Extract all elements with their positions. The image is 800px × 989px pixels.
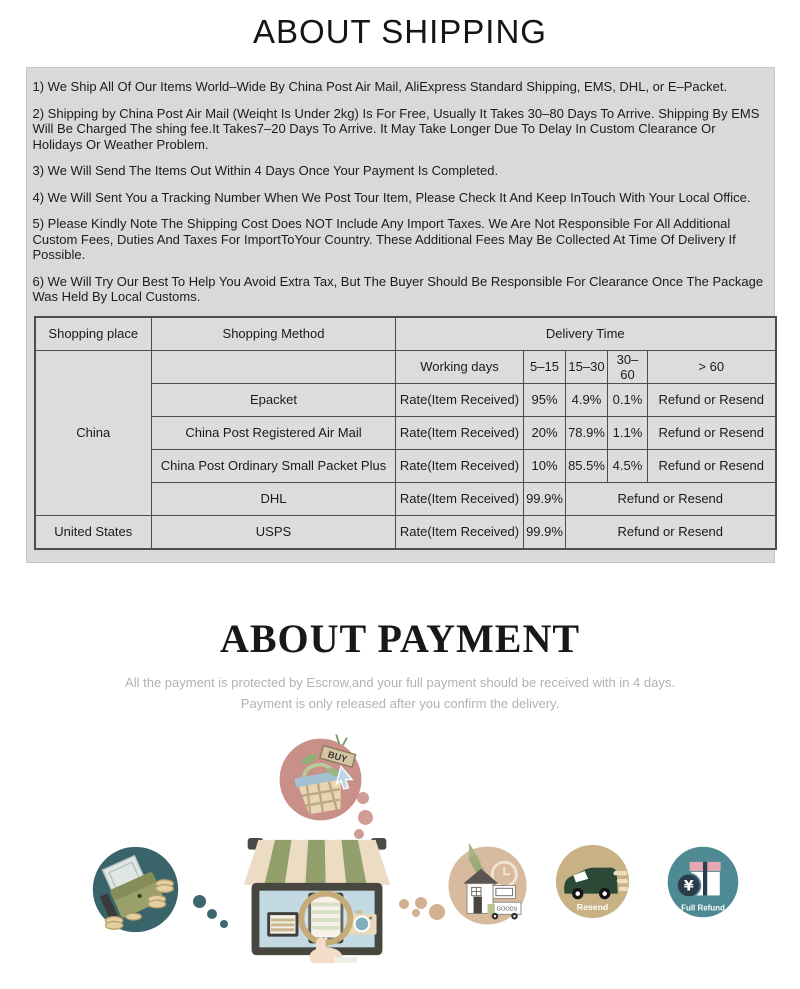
cell-method: DHL (152, 482, 396, 515)
cell-rate: 99.9% (524, 482, 566, 515)
buy-basket-icon (274, 733, 367, 826)
cell-working-days: Working days (396, 350, 524, 383)
payment-subtitle (0, 672, 800, 714)
shipping-note-2: 2) Shipping by China Post Air Mail (Weiqht Is Under 2kg) Is For Free, Usually It Takes 30–80 Days To Arrive. Shipping By EMS Will Be Charged The shing fee.It Takes7–20 Days To Arrive. It May Take Longer Due To Delay In Custom Clearance Or Holidays Or Weather Problem. (32, 105, 760, 152)
cell-method: China Post Registered Air Mail (152, 416, 396, 449)
cell-rate: 95% (524, 383, 566, 416)
col-header-delivery-time: Delivery Time (396, 317, 776, 351)
delivery-time-table (34, 316, 777, 550)
cell-rate: 4.5% (608, 449, 648, 482)
yen-symbol: ¥ (683, 877, 694, 894)
resend-truck-icon (549, 838, 636, 925)
cell-range-30-60: 30–60 (608, 350, 648, 383)
cell-method: USPS (152, 515, 396, 549)
cell-method: Epacket (152, 383, 396, 416)
shipping-title: ABOUT SHIPPING (253, 13, 547, 50)
shipping-note-1: 1) We Ship All Of Our Items World–Wide By China Post Air Mail, AliExpress Standard Shipping, EMS, DHL, or E–Packet. (32, 79, 728, 94)
cell-rate: 4.9% (566, 383, 608, 416)
cell-rate-label: Rate(Item Received) (396, 383, 524, 416)
cell-rate: 99.9% (524, 515, 566, 549)
cell-result: Refund or Resend (648, 383, 776, 416)
cell-rate: 0.1% (608, 383, 648, 416)
cell-rate: 78.9% (566, 416, 608, 449)
table-row-usps (35, 515, 776, 549)
col-header-shopping-method: Shopping Method (152, 317, 396, 351)
cell-range-5-15: 5–15 (524, 350, 566, 383)
payment-process-illustration (0, 718, 800, 961)
cell-rate-label: Rate(Item Received) (396, 482, 524, 515)
shipping-notes-box (26, 67, 775, 563)
table-subheader-row (35, 350, 776, 383)
cell-rate: 85.5% (566, 449, 608, 482)
cell-result: Refund or Resend (566, 515, 776, 549)
payment-line-1: All the payment is protected by Escrow,and your full payment should be received with in 4 days. (125, 674, 675, 690)
cell-result: Refund or Resend (648, 449, 776, 482)
col-header-shopping-place: Shopping place (35, 317, 152, 351)
payment-title: ABOUT PAYMENT (219, 615, 581, 661)
goods-label: GOODS (496, 906, 518, 913)
full-refund-label: Full Refund (681, 903, 725, 913)
cell-empty (152, 350, 396, 383)
cell-rate-label: Rate(Item Received) (396, 449, 524, 482)
storefront-search-icon (234, 834, 400, 963)
cell-place-china: China (35, 350, 152, 515)
buy-label: BUY (326, 749, 349, 765)
cell-rate-label: Rate(Item Received) (396, 515, 524, 549)
wallet-icon (87, 841, 184, 938)
cell-place-united-states: United States (35, 515, 152, 549)
cell-rate: 1.1% (608, 416, 648, 449)
goods-delivery-house-icon (441, 839, 534, 932)
cell-result: Refund or Resend (566, 482, 776, 515)
payment-line-2: Payment is only released after you confirm the delivery. (240, 695, 560, 711)
full-refund-icon (661, 840, 745, 924)
resend-label: Resend (576, 901, 609, 912)
shipping-note-6: 6) We Will Try Our Best To Help You Avoid Extra Tax, But The Buyer Should Be Responsible For Clearance Once The Package Was Held By Local Customs. (32, 273, 764, 304)
cell-result: Refund or Resend (648, 416, 776, 449)
shipping-note-4: 4) We Will Sent You a Tracking Number When We Post Tour Item, Please Check It And Keep InTouch With Your Local Office. (32, 189, 751, 205)
cell-rate-label: Rate(Item Received) (396, 416, 524, 449)
shipping-note-3: 3) We Will Send The Items Out Within 4 Days Once Your Payment Is Completed. (32, 163, 499, 178)
cell-rate: 10% (524, 449, 566, 482)
table-header-row (35, 317, 776, 351)
cell-range-15-30: 15–30 (566, 350, 608, 383)
cell-range-60plus: > 60 (648, 350, 776, 383)
cell-rate: 20% (524, 416, 566, 449)
cell-method: China Post Ordinary Small Packet Plus (152, 449, 396, 482)
shipping-note-5: 5) Please Kindly Note The Shipping Cost Does NOT Include Any Import Taxes. We Are Not Responsible For All Additional Custom Fees, Duties And Taxes For ImportToYour Country. These Additional Fees May Be Collected At Time Of Delivery If Possible. (32, 216, 736, 262)
